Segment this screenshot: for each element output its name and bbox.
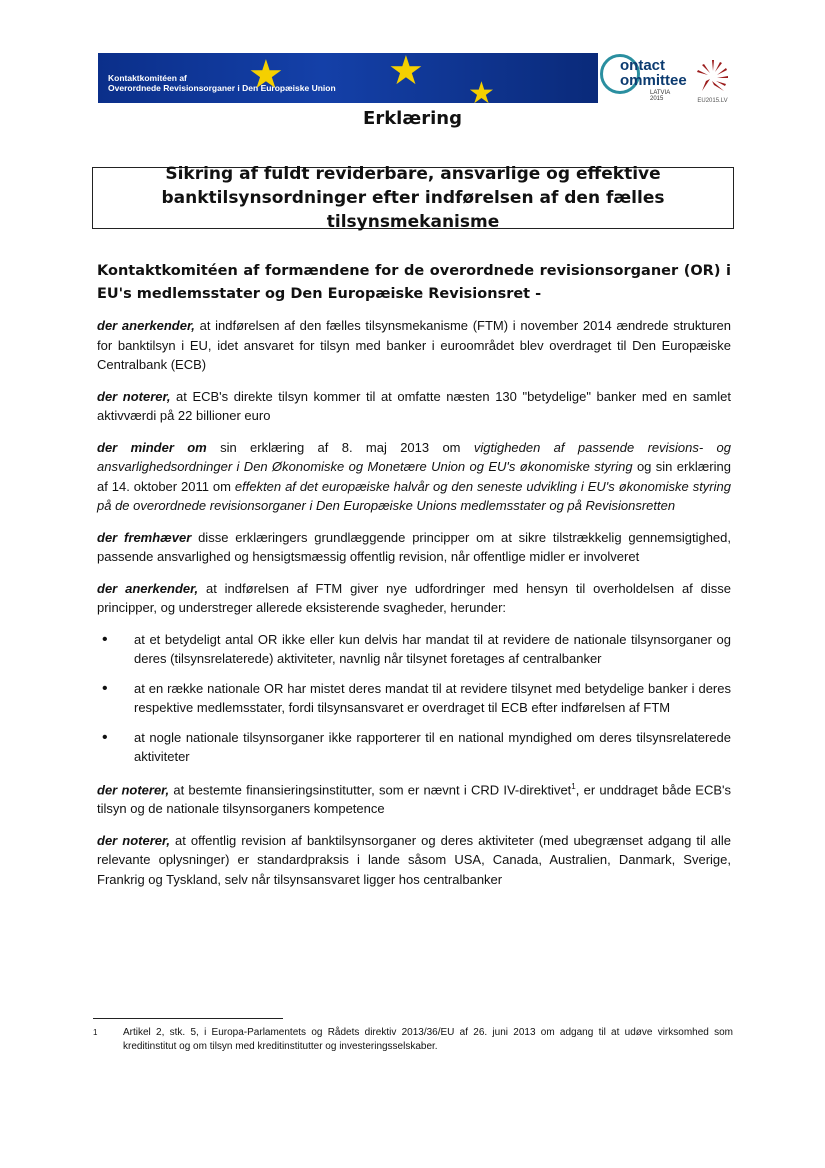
org-line2: Overordnede Revisionsorganer i Den Europæiske Union	[108, 83, 336, 93]
document-title: Sikring af fuldt reviderbare, ansvarlige og effektive banktilsynsordninger efter indførelsen af den fælles tilsynsmekanisme	[161, 164, 665, 232]
list-item: • at nogle nationale tilsynsorganer ikke rapporterer til en national myndighed om deres tilsynsrelaterede aktiviteter	[97, 728, 731, 767]
document-type-heading: Erklæring	[363, 108, 462, 129]
logo-text-line1: ontact	[620, 57, 665, 74]
logo-year: LATVIA 2015	[650, 90, 670, 102]
paragraph	[97, 528, 731, 567]
org-line1: Kontaktkomitéen af	[108, 73, 187, 83]
eu-logo-label: EU2015.LV	[697, 98, 728, 104]
title-box	[92, 164, 734, 232]
star-icon: ★	[388, 53, 424, 93]
paragraph-text: at ECB's direkte tilsyn kommer til at omfatte næsten 130 "betydelige" banker med en samlet aktivværdi på 22 billioner euro	[97, 388, 731, 423]
paragraph-keyword: der minder om	[97, 439, 207, 455]
paragraph-text: at bestemte finansieringsinstitutter, som er nævnt i CRD IV-direktivet	[169, 781, 572, 797]
paragraph-text: disse erklæringers grundlæggende principper om at sikre tilstrækkelig gennemsigtighed, passende ansvarlighed og hensigtsmæssig offentlig revision, når offentlige midler er involveret	[97, 529, 731, 564]
paragraph-text: , er unddraget både ECB's tilsyn og de nationale tilsynsorganers kompetence	[97, 781, 731, 817]
paragraph	[97, 831, 731, 890]
cited-title: vigtigheden af passende revisions- og ansvarlighedsordninger i Den Økonomiske og Monetære Union og EU's økonomiske styring	[97, 439, 731, 474]
header-banner	[98, 53, 598, 103]
paragraph	[97, 438, 731, 516]
paragraph	[97, 316, 731, 375]
paragraph-text: og sin erklæring af 14. oktober 2011 om	[97, 459, 731, 494]
cited-title: effekten af det europæiske halvår og den seneste udvikling i EU's økonomiske styring på de overordnede revisionsorganer i Den Europæiske Unions medlemsstater og på Revisionsretten	[97, 478, 731, 513]
list-item: • at en række nationale OR har mistet deres mandat til at revidere tilsynet med betydelige banker i deres respektive medlemsstater, fordi tilsynsansvaret er overdraget til ECB efter indførelsen af FTM	[97, 679, 731, 718]
paragraph	[97, 579, 731, 618]
eu2015-logo-icon	[690, 55, 735, 100]
paragraph-text: at indførelsen af FTM giver nye udfordringer med hensyn til overholdelsen af disse principper, og understreger allerede eksisterende svagheder, herunder:	[97, 580, 732, 615]
logo-text-line2: ommittee	[620, 72, 687, 89]
paragraph-keyword: der fremhæver	[97, 529, 192, 545]
paragraph-keyword: der noterer,	[97, 388, 171, 404]
paragraph-keyword: der noterer,	[97, 781, 170, 797]
footnote-number: 1	[93, 1028, 98, 1037]
star-icon: ★	[468, 77, 495, 103]
footnote-text: Artikel 2, stk. 5, i Europa-Parlamentets og Rådets direktiv 2013/36/EU af 26. juni 2013 om adgang til at udøve virksomhed som kreditinstitut og om tilsyn med kreditinstitutter og investeringsselskaber.	[123, 1027, 733, 1052]
paragraph-text: at offentlig revision af banktilsynsorganer og deres aktiviteter (med ubegrænset adgang til alle relevante oplysninger) er standardpraksis i lande såsom USA, Canada, Australien, Danmark, Sverige, Frankrig og Tyskland, selv når tilsynsansvaret ligger hos centralbanker	[97, 832, 731, 887]
paragraph-keyword: der anerkender,	[97, 318, 195, 333]
document-body	[97, 260, 731, 901]
footnote-divider	[93, 1018, 283, 1019]
org-name	[108, 73, 336, 93]
footnote	[93, 1026, 733, 1054]
paragraph	[97, 387, 731, 426]
paragraph-keyword: der anerkender,	[97, 580, 199, 596]
paragraph-text: at indførelsen af den fælles tilsynsmekanisme (FTM) i november 2014 ændrede strukturen for banktilsyn i EU, idet ansvaret for tilsyn med banker i euroområdet blev overdraget til Den Europæiske Centralbank (ECB)	[97, 318, 731, 372]
paragraph	[97, 777, 731, 819]
footnote-ref[interactable]: 1	[571, 781, 576, 791]
logo-text	[620, 58, 687, 88]
bullet-list	[97, 630, 731, 767]
star-icon: ★	[248, 53, 284, 97]
intro-paragraph: Kontaktkomitéen af formændene for de overordnede revisionsorganer (OR) i EU's medlemsstater og Den Europæiske Revisionsret -	[97, 263, 731, 302]
list-item: • at et betydeligt antal OR ikke eller kun delvis har mandat til at revidere de nationale tilsynsorganer og deres (tilsynsrelaterede) aktiviteter, navnlig når tilsynet foretages af centralbanker	[97, 630, 731, 669]
contact-committee-logo	[600, 52, 687, 102]
paragraph-text: sin erklæring af 8. maj 2013 om	[206, 439, 474, 455]
paragraph-keyword: der noterer,	[97, 832, 170, 848]
